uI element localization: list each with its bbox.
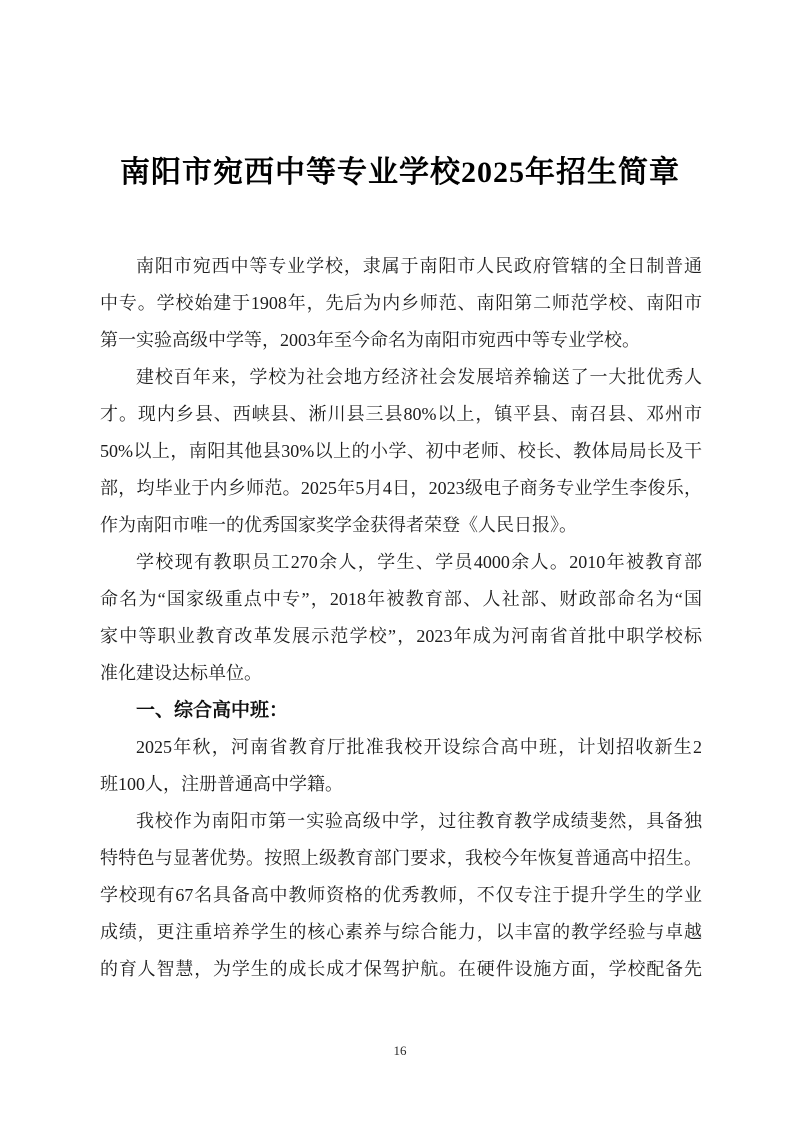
page-number: 16 <box>393 1043 407 1058</box>
document-line: 第一实验高级中学等，2003年至今命名为南阳市宛西中等专业学校。 <box>100 330 640 350</box>
document-line: 班100人，注册普通高中学籍。 <box>100 774 343 794</box>
document-line: 的育人智慧，为学生的成长成才保驾护航。在硬件设施方面，学校配备先 <box>100 959 702 979</box>
document-body <box>100 248 702 988</box>
document-line: 我校作为南阳市第一实验高级中学，过往教育教学成绩斐然，具备独 <box>136 811 702 831</box>
document-line: 作为南阳市唯一的优秀国家奖学金获得者荣登《人民日报》。 <box>100 515 577 535</box>
document-line: 50%以上，南阳其他县30%以上的小学、初中老师、校长、教体局局长及干 <box>100 441 702 461</box>
document-line: 2025年秋，河南省教育厅批准我校开设综合高中班，计划招收新生2 <box>136 737 702 757</box>
document-line: 家中等职业教育改革发展示范学校”，2023年成为河南省首批中职学校标 <box>100 626 702 646</box>
document-line: 准化建设达标单位。 <box>100 663 262 683</box>
document-line: 部，均毕业于内乡师范。2025年5月4日，2023级电子商务专业学生李俊乐， <box>100 478 702 498</box>
document-line: 学校现有67名具备高中教师资格的优秀教师，不仅专注于提升学生的学业 <box>100 885 702 905</box>
document-line: 命名为“国家级重点中专”，2018年被教育部、人社部、财政部命名为“国 <box>100 589 702 609</box>
document-line: 建校百年来，学校为社会地方经济社会发展培养输送了一大批优秀人 <box>136 367 702 387</box>
section-heading: 一、综合高中班： <box>136 700 289 721</box>
document-line: 学校现有教职员工270余人，学生、学员4000余人。2010年被教育部 <box>136 552 702 572</box>
document-title: 南阳市宛西中等专业学校2025年招生简章 <box>120 156 680 189</box>
document-line: 特特色与显著优势。按照上级教育部门要求，我校今年恢复普通高中招生。 <box>100 848 702 868</box>
document-line: 成绩，更注重培养学生的核心素养与综合能力，以丰富的教学经验与卓越 <box>100 922 702 942</box>
document-line: 南阳市宛西中等专业学校，隶属于南阳市人民政府管辖的全日制普通 <box>136 256 702 276</box>
document-line: 中专。学校始建于1908年，先后为内乡师范、南阳第二师范学校、南阳市 <box>100 293 702 313</box>
document-line: 才。现内乡县、西峡县、淅川县三县80%以上，镇平县、南召县、邓州市 <box>100 404 702 424</box>
